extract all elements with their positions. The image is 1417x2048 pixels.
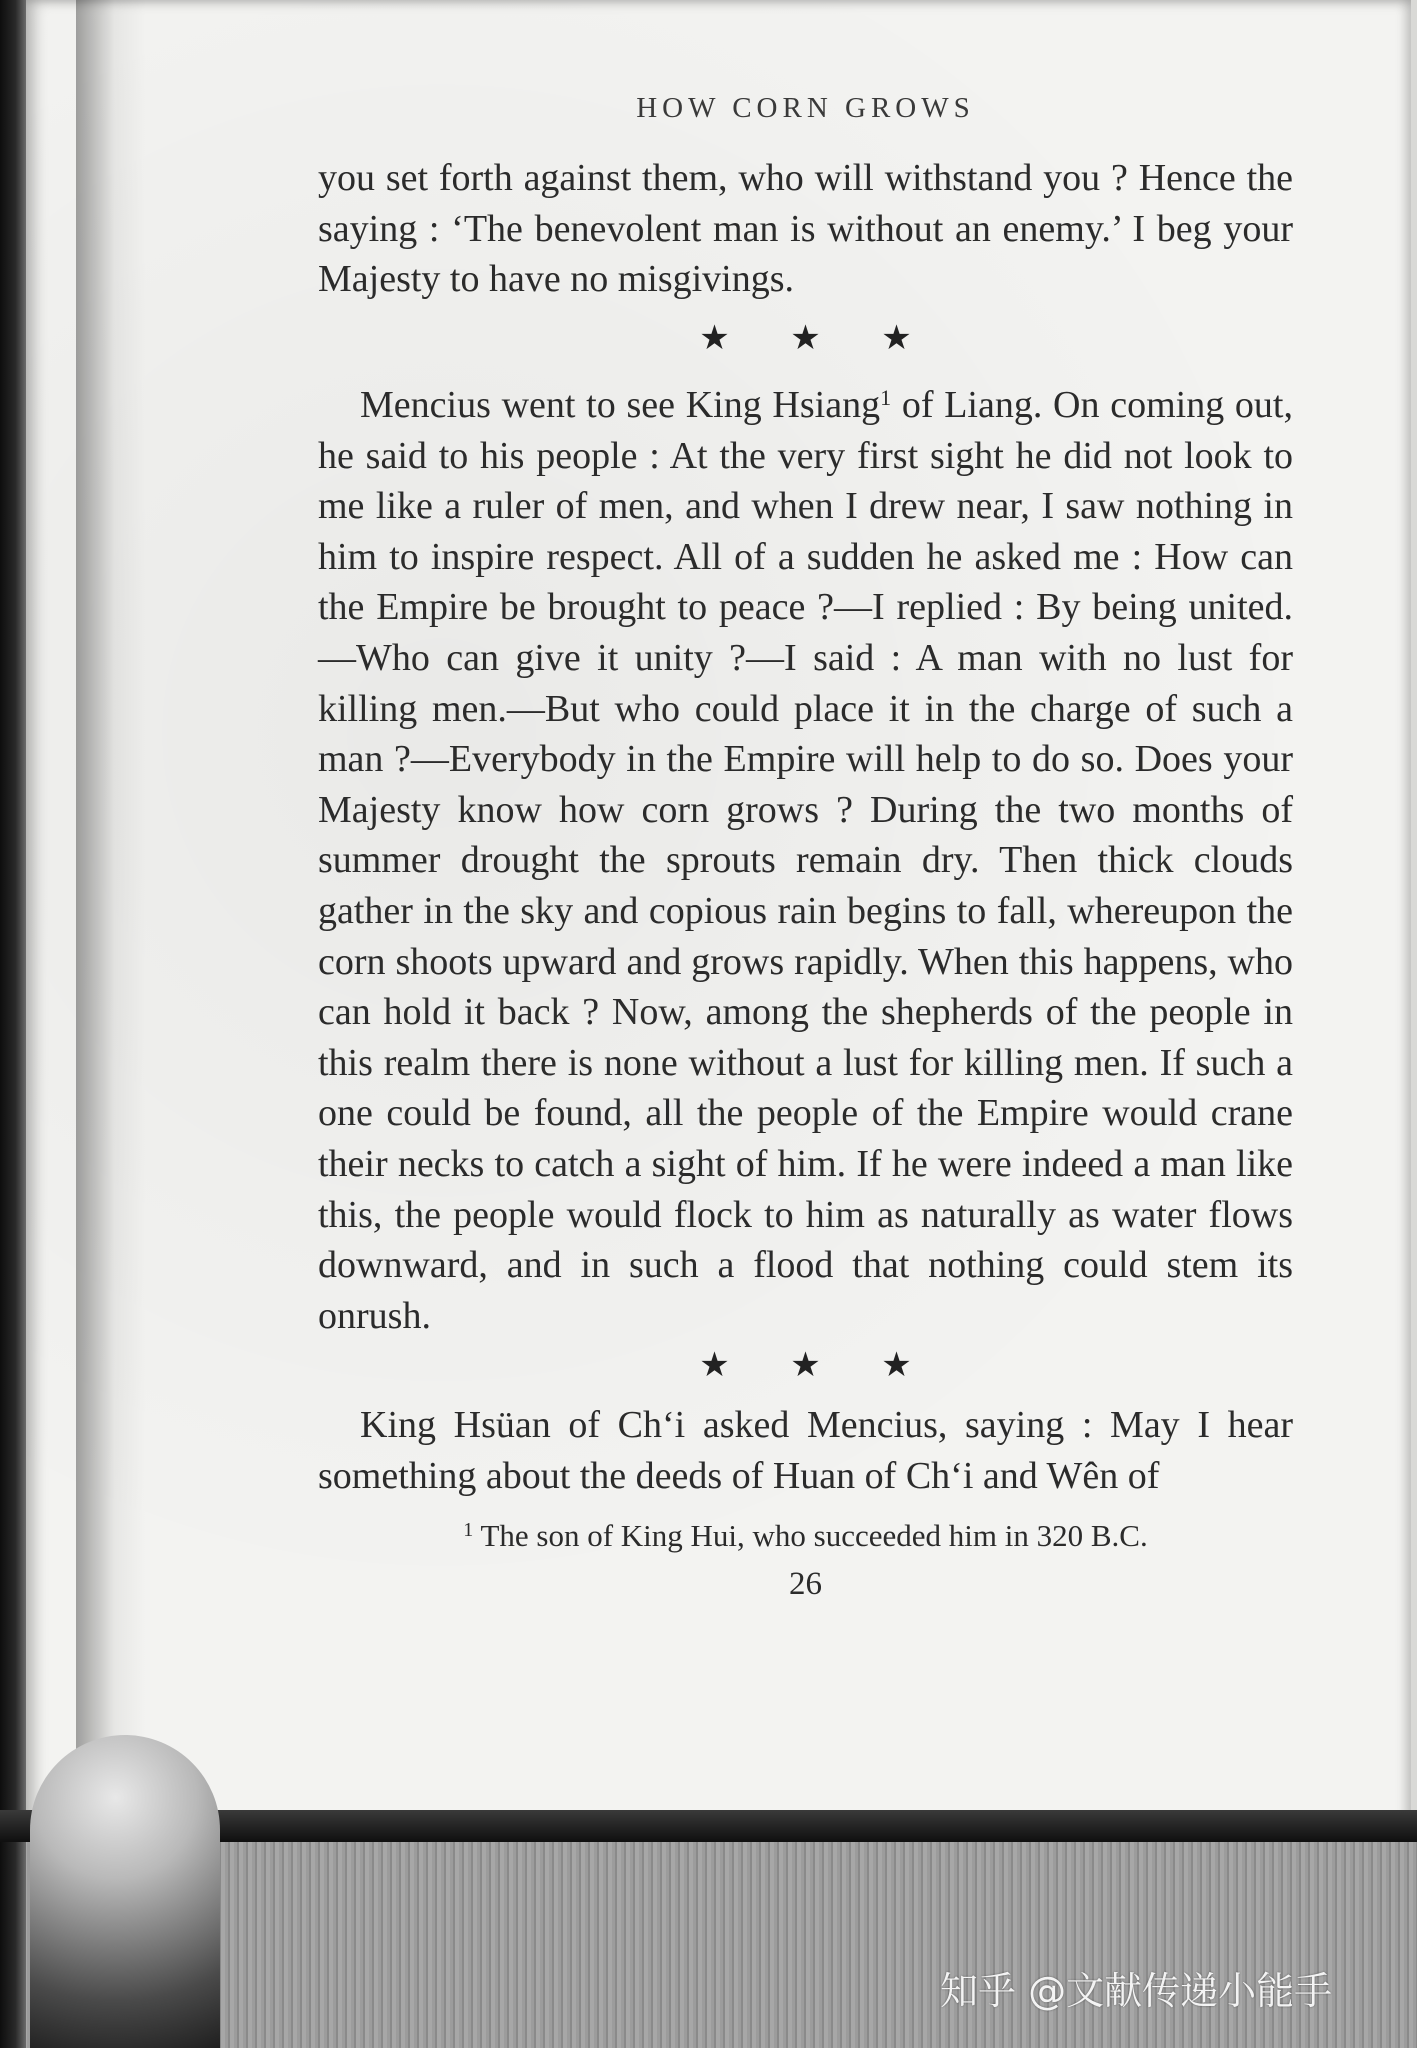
paragraph-3: King Hsüan of Ch‘i asked Mencius, saying : May I hear something about the deeds of Huan of Ch‘i and Wên of [318, 1404, 1293, 1497]
thumb-holding-page [30, 1735, 220, 2048]
footnote [318, 1518, 1293, 1554]
paragraph-1: you set forth against them, who will withstand you ? Hence the saying : ‘The benevolent man is without an enemy.’ I beg your Majesty to have no misgivings. [318, 157, 1293, 301]
section-separator-2: ★ ★ ★ [699, 1347, 912, 1384]
paragraph-2 [318, 373, 1293, 1341]
footnote-era: B.C. [1090, 1518, 1148, 1553]
footnote-reference: 1 [880, 385, 892, 410]
book-spine-edge [0, 0, 26, 2048]
paragraph-king-hsuan [318, 1400, 1293, 1501]
paragraph-2-body: of Liang. On coming out, he said to his people : At the very first sight he did not look to me like a ruler of men, and when I drew near, I saw nothing in him to inspire respect. All of a sudden he asked me : How can the Empire be brought to peace ?—I replied : By being united.—Who can give it unity ?—I said : A man with no lust for killing men.—But who could place it in the charge of such a man ?—Everybody in the Empire will help to do so. Does your Majesty know how corn grows ? During the two months of summer drought the sprouts remain dry. Then thick clouds gather in the sky and copious rain begins to fall, whereupon the corn shoots upward and grows rapidly. When this happens, who can hold it back ? Now, among the shepherds of the people in this realm there is none without a lust for killing men. If such a one could be found, all the people of the Empire would crane their necks to catch a sight of him. If he were indeed a man like this, the people would flock to him as naturally as water flows downward, and in such a flood that nothing could stem its onrush. [318, 384, 1293, 1337]
footnote-text: The son of King Hui, who succeeded him in 320 [473, 1518, 1091, 1553]
paragraph-continuation [318, 153, 1293, 305]
page-gutter-shadow [76, 0, 146, 1790]
footnote-mark: 1 [463, 1519, 474, 1541]
paragraph-mencius-hsiang [318, 373, 1293, 1341]
section-separator: ★ ★ ★ [699, 320, 912, 357]
page-number: 26 [789, 1566, 822, 1602]
watermark: 知乎 @文献传递小能手 [940, 1969, 1333, 2013]
paragraph-2-opening: Mencius went to see King Hsiang [360, 384, 881, 426]
running-head: HOW CORN GROWS [636, 92, 975, 124]
